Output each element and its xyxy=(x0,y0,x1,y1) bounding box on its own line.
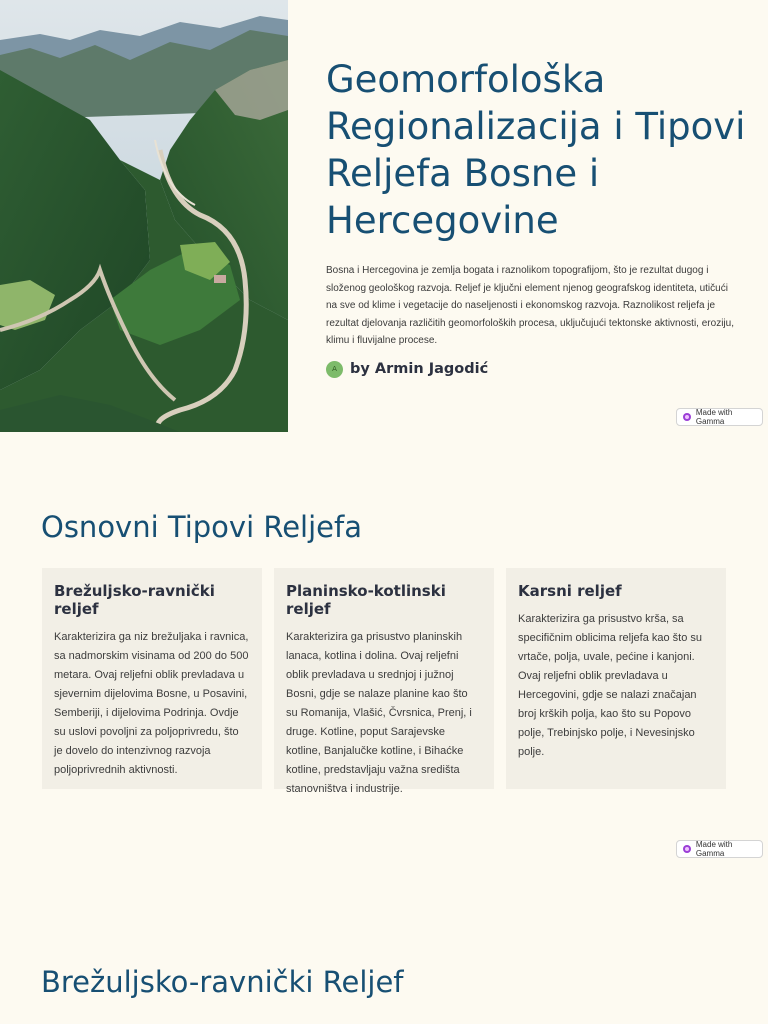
card-text: Karakterizira ga prisustvo krša, sa specifičnim oblicima reljefa kao što su vrtače, polja, uvale, pećine i kanjoni. Ovaj reljefni oblik prevladava u Hercegovini, gdje se nalazi značajan broj krških polja, kao što su Popovo polje, Trebinjsko polje, i Nevesinjsko polje. xyxy=(518,613,703,758)
badge-label: Made with Gamma xyxy=(695,408,733,426)
made-with-gamma-badge[interactable] xyxy=(676,408,763,426)
card-title: Planinsko-kotlinski reljef xyxy=(286,582,446,618)
author-byline xyxy=(326,359,488,379)
card-text: Karakterizira ga niz brežuljaka i ravnica, sa nadmorskim visinama od 200 do 500 metara. Ovaj reljefni oblik prevladava u sjevernim dijelovima Bosne, u Posavini, Semberiji, i dijelovima Podrinja. Ovdje su uslovi povoljni za poljoprivredu, što je dovelo do intenzivnog razvoja poljoprivrednih aktivnosti. xyxy=(54,631,249,776)
card-text: Karakterizira ga prisustvo planinskih lanaca, kotlina i dolina. Ovaj reljefni oblik prevladava u srednjoj i južnoj Bosni, gdje se nalaze planine kao što su Romanija, Vlašić, Čvrsnica, Prenj, i druge. Kotline, poput Sarajevske kotline, Banjalučke kotline, i Bihaćke kotline, predstavljaju važna središta stanovništva i industrije. xyxy=(286,631,472,795)
card-karst xyxy=(506,568,726,789)
hero-section xyxy=(0,0,768,432)
card-title: Brežuljsko-ravnički reljef xyxy=(54,582,215,618)
section-title-hilly-plain: Brežuljsko-ravnički Reljef xyxy=(41,965,404,999)
card-mountain-basin xyxy=(274,568,494,795)
section-title-basic-types: Osnovni Tipovi Reljefa xyxy=(41,510,362,544)
card-title: Karsni reljef xyxy=(518,582,622,600)
made-with-gamma-badge[interactable] xyxy=(676,840,763,858)
mountain-valley-photo xyxy=(0,0,288,432)
gamma-logo-icon xyxy=(683,845,691,853)
card-hilly-plain xyxy=(42,568,262,789)
author-name: by Armin Jagodić xyxy=(350,361,489,377)
gamma-logo-icon xyxy=(683,413,691,421)
avatar: A xyxy=(326,361,343,378)
page-title: Geomorfološka Regionalizacija i Tipovi Reljefa Bosne i Hercegovine xyxy=(326,58,746,242)
badge-label: Made with Gamma xyxy=(695,840,733,858)
intro-paragraph: Bosna i Hercegovina je zemlja bogata i raznolikom topografijom, što je rezultat dugog i složenog geološkog razvoja. Reljef je ključni element njenog geografskog identiteta, utičući na sve od klime i vegetacije do naseljenosti i ekonomskog razvoja. Raznolikost reljefa je rezultat djelovanja različitih geomorfoloških procesa, uključujući tektonske aktivnosti, eroziju, klimu i fluvijalne procese. xyxy=(326,265,734,346)
